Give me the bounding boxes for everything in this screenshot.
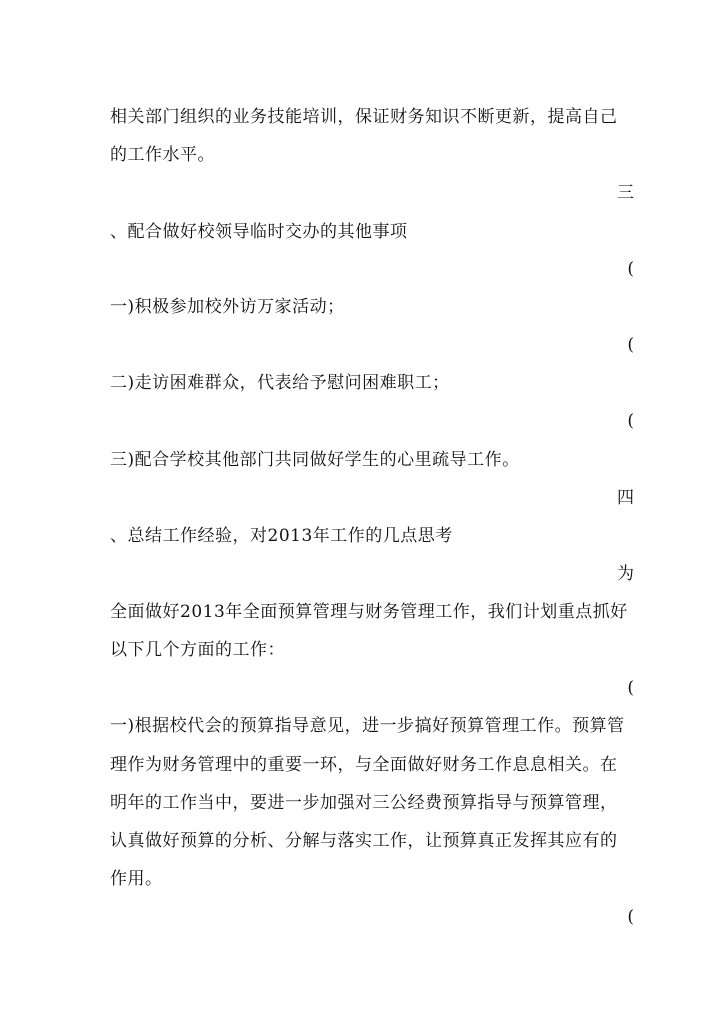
paragraph-line: 认真做好预算的分析、分解与落实工作，让预算真正发挥其应有的 xyxy=(110,831,618,851)
list-paren: ( xyxy=(627,335,634,355)
paragraph-line: 明年的工作当中，要进一步加强对三公经费预算指导与预算管理， xyxy=(110,793,618,813)
list-item: 一)根据校代会的预算指导意见，进一步搞好预算管理工作。预算管 xyxy=(110,716,625,736)
paragraph-line: 作用。 xyxy=(110,869,163,889)
section-number-three: 三 xyxy=(617,183,634,203)
section-number-four: 四 xyxy=(617,488,634,508)
list-paren: ( xyxy=(627,678,634,698)
paragraph-lead-char: 为 xyxy=(617,564,634,584)
section-heading-three: 、配合做好校领导临时交办的其他事项 xyxy=(110,222,408,242)
section-heading-four: 、总结工作经验，对2013年工作的几点思考 xyxy=(110,526,453,546)
paragraph-line: 相关部门组织的业务技能培训，保证财务知识不断更新，提高自己 xyxy=(110,107,618,127)
list-item: 三)配合学校其他部门共同做好学生的心里疏导工作。 xyxy=(110,450,520,470)
list-paren: ( xyxy=(627,259,634,279)
list-paren: ( xyxy=(627,907,634,927)
list-paren: ( xyxy=(627,411,634,431)
list-item: 二)走访困难群众，代表给予慰问困难职工； xyxy=(110,373,450,393)
list-item: 一)积极参加校外访万家活动； xyxy=(110,297,345,317)
paragraph-line: 以下几个方面的工作： xyxy=(110,640,285,660)
paragraph-line: 理作为财务管理中的重要一环，与全面做好财务工作息息相关。在 xyxy=(110,755,618,775)
paragraph-line: 的工作水平。 xyxy=(110,145,215,165)
paragraph-line: 全面做好2013年全面预算管理与财务管理工作，我们计划重点抓好 xyxy=(110,602,628,622)
